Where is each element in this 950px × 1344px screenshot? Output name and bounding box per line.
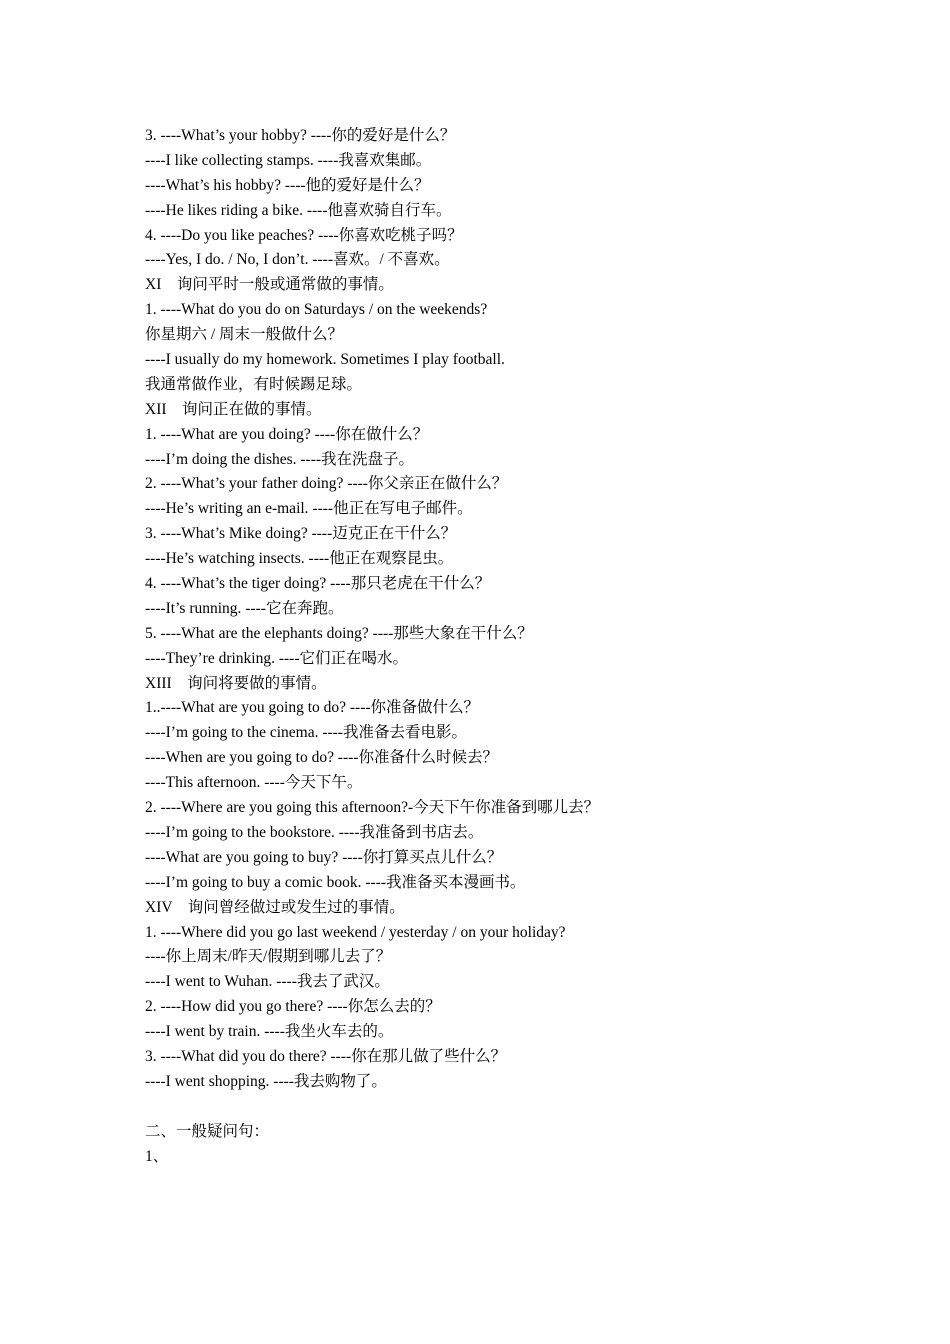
text-line: ----I’m doing the dishes. ----我在洗盘子。: [145, 450, 415, 468]
text-line: ----When are you going to do? ----你准备什么时候去？: [145, 749, 498, 767]
text-line: ----They’re drinking. ----它们正在喝水。: [145, 649, 408, 667]
text-line: ----What are you going to buy? ----你打算买点儿什么？: [145, 848, 503, 866]
text-line: 4. ----What’s the tiger doing? ----那只老虎在干什么？: [145, 575, 491, 593]
text-line: 1、: [145, 1147, 169, 1165]
text-line: ----I’m going to buy a comic book. ----我准备买本漫画书。: [145, 873, 526, 891]
text-line: ----I usually do my homework. Sometimes I play football.: [145, 351, 505, 369]
text-line: 1. ----Where did you go last weekend / yesterday / on your holiday?: [145, 923, 566, 941]
text-line: 2. ----How did you go there? ----你怎么去的？: [145, 998, 441, 1016]
text-line: 二、一般疑问句：: [145, 1122, 270, 1140]
text-line: XIV 询问曾经做过或发生过的事情。: [145, 898, 405, 916]
text-line: 4. ----Do you like peaches? ----你喜欢吃桃子吗？: [145, 226, 463, 244]
text-line: 2. ----What’s your father doing? ----你父亲正在做什么？: [145, 475, 508, 493]
text-line: 我通常做作业，有时候踢足球。: [145, 375, 363, 393]
blank-line: [145, 1095, 905, 1120]
text-line: ----I’m going to the cinema. ----我准备去看电影。: [145, 724, 467, 742]
text-line: XI 询问平时一般或通常做的事情。: [145, 276, 394, 294]
text-line: ----你上周末/昨天/假期到哪儿去了？: [145, 948, 392, 966]
text-line: 3. ----What’s Mike doing? ----迈克正在干什么？: [145, 525, 457, 543]
text-line: 5. ----What are the elephants doing? ----那些大象在干什么？: [145, 624, 533, 642]
text-line: 2. ----Where are you going this afternoon?-今天下午你准备到哪儿去？: [145, 799, 600, 817]
text-line: ----I went shopping. ----我去购物了。: [145, 1072, 387, 1090]
text-line: 1. ----What are you doing? ----你在做什么？: [145, 425, 429, 443]
text-line: ----I like collecting stamps. ----我喜欢集邮。: [145, 151, 432, 169]
text-line: 1..----What are you going to do? ----你准备做什么？: [145, 699, 480, 717]
text-line: ----I went by train. ----我坐火车去的。: [145, 1023, 394, 1041]
text-line: 3. ----What’s your hobby? ----你的爱好是什么？: [145, 127, 456, 144]
text-line: 1. ----What do you do on Saturdays / on the weekends?: [145, 301, 488, 319]
text-line: ----I went to Wuhan. ----我去了武汉。: [145, 973, 390, 991]
text-line: 你星期六 / 周末一般做什么？: [145, 326, 344, 344]
text-line: XIII 询问将要做的事情。: [145, 674, 327, 692]
text-line: ----He’s watching insects. ----他正在观察昆虫。: [145, 550, 454, 568]
text-line: ----It’s running. ----它在奔跑。: [145, 599, 344, 617]
text-line: 3. ----What did you do there? ----你在那儿做了些什么？: [145, 1047, 507, 1065]
text-line: ----This afternoon. ----今天下午。: [145, 774, 363, 792]
text-line: ----I’m going to the bookstore. ----我准备到书店去。: [145, 823, 484, 841]
text-line: XII 询问正在做的事情。: [145, 400, 322, 418]
text-line: ----Yes, I do. / No, I don’t. ----喜欢。/ 不喜欢。: [145, 251, 450, 269]
text-line: ----He’s writing an e-mail. ----他正在写电子邮件。: [145, 500, 473, 518]
text-line: ----What’s his hobby? ----他的爱好是什么？: [145, 176, 430, 194]
document-body: [145, 124, 905, 1169]
text-line: ----He likes riding a bike. ----他喜欢骑自行车。: [145, 201, 452, 219]
